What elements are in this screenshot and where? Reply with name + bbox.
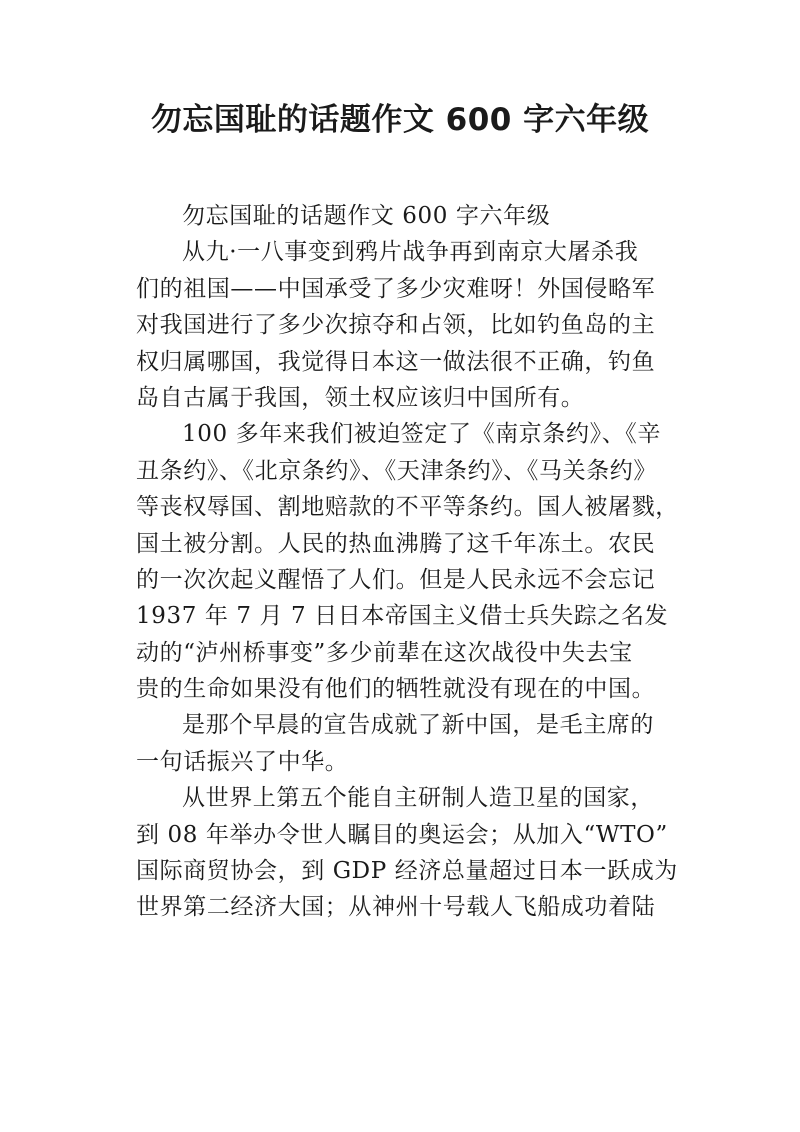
paragraph-line: 动的“泸州桥事变”多少前辈在这次战役中失去宝 — [136, 639, 633, 666]
paragraph-line: 权归属哪国，我觉得日本这一做法很不正确，钓鱼 — [136, 348, 656, 375]
paragraph-line: 国土被分割。人民的热血沸腾了这千年冻土。农民 — [136, 530, 656, 557]
paragraph-line: 1937 年 7 月 7 日日本帝国主义借士兵失踪之名发 — [136, 603, 669, 630]
paragraph-line: 岛自古属于我国，领土权应该归中国所有。 — [136, 384, 585, 411]
paragraph-2 — [136, 234, 672, 416]
paragraph-line: 的一次次起义醒悟了人们。但是人民永远不会忘记 — [136, 566, 656, 593]
paragraph-line: 从九·一八事变到鸦片战争再到南京大屠杀我 — [182, 239, 639, 266]
paragraph-1 — [136, 198, 672, 234]
paragraph-line: 世界第二经济大国；从神州十号载人飞船成功着陆 — [136, 894, 656, 921]
paragraph-line: 丑条约》、《北京条约》、《天津条约》、《马关条约》 — [136, 457, 657, 484]
paragraph-line: 等丧权辱国、割地赔款的不平等条约。国人被屠戮， — [136, 494, 679, 521]
paragraph-line: 勿忘国耻的话题作文 600 字六年级 — [182, 203, 551, 229]
document-title: 勿忘国耻的话题作文 600 字六年级 — [150, 102, 650, 138]
paragraph-line: 一句话振兴了中华。 — [136, 748, 349, 775]
paragraph-line: 贵的生命如果没有他们的牺牲就没有现在的中国。 — [136, 676, 656, 703]
paragraph-5 — [136, 780, 678, 926]
paragraph-line: 对我国进行了多少次掠夺和占领，比如钓鱼岛的主 — [136, 312, 656, 339]
document-body — [136, 198, 679, 926]
paragraph-line: 从世界上第五个能自主研制人造卫星的国家， — [182, 785, 654, 812]
paragraph-line: 是那个早晨的宣告成就了新中国，是毛主席的 — [182, 712, 654, 739]
paragraph-line: 们的祖国——中国承受了多少灾难呀！外国侵略军 — [136, 275, 656, 302]
paragraph-line: 到 08 年举办令世人瞩目的奥运会；从加入“WTO” — [136, 821, 668, 848]
paragraph-line: 100 多年来我们被迫签定了《南京条约》、《辛 — [182, 421, 662, 448]
paragraph-4 — [136, 707, 672, 780]
paragraph-line: 国际商贸协会，到 GDP 经济总量超过日本一跃成为 — [136, 858, 678, 885]
paragraph-3 — [136, 416, 679, 707]
